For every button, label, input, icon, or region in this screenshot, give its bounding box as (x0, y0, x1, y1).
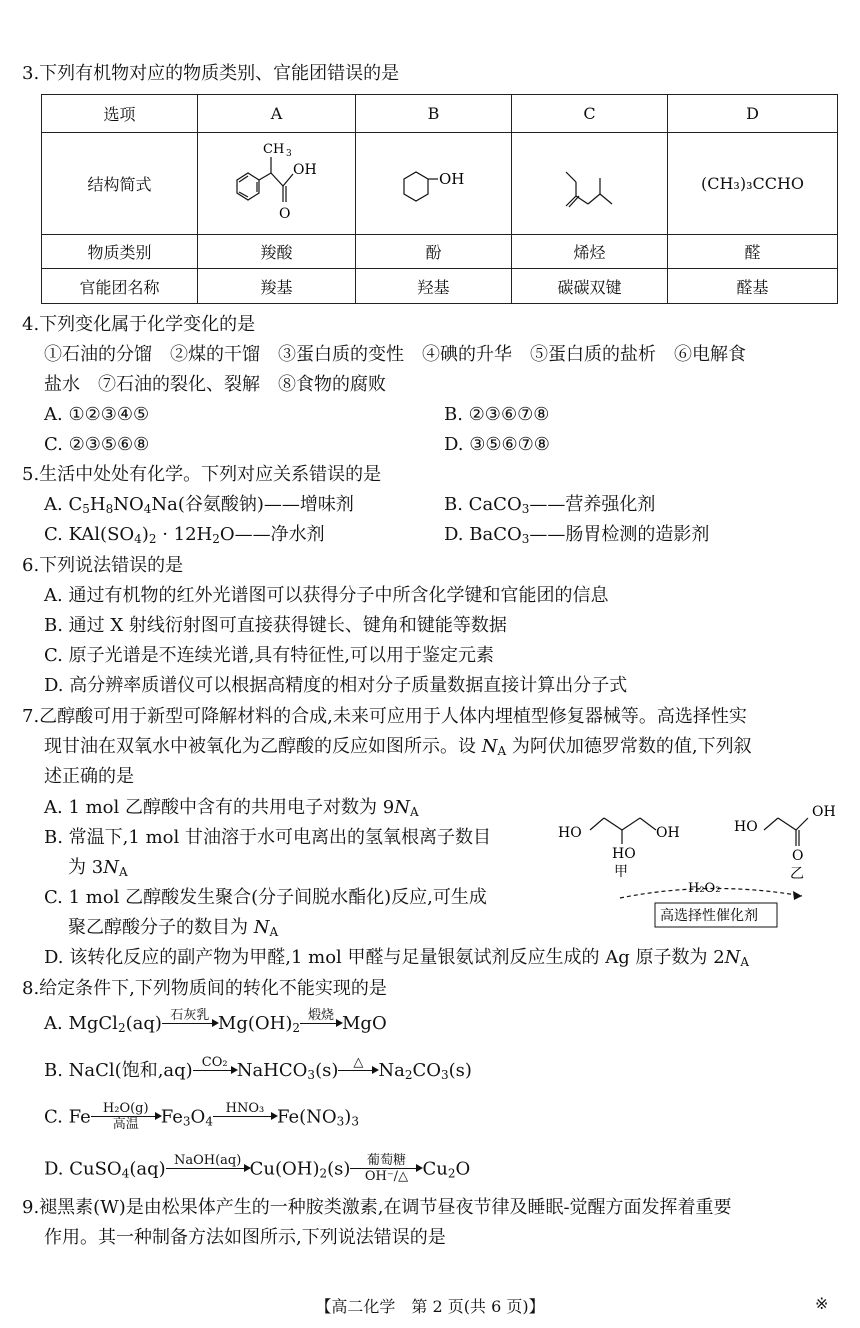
row-label: 物质类别 (42, 235, 198, 269)
structure-d (668, 133, 838, 235)
na-sub: A (269, 925, 279, 939)
page-mark: ※ (815, 1294, 829, 1313)
na-symbol: N (103, 857, 119, 878)
row-label: 官能团名称 (42, 269, 198, 304)
table-header: D (668, 95, 838, 133)
q7-stem: 7.乙醇酸可用于新型可降解材料的合成,未来可应用于人体内埋植型修复器械等。高选择性实 (22, 706, 747, 727)
reaction-arrow (166, 1154, 250, 1169)
table-row (42, 235, 838, 269)
q7-a-text: A. 1 mol 乙醇酸中含有的共用电子对数为 9 (44, 797, 395, 818)
reaction-arrow (91, 1102, 161, 1133)
option-a (44, 796, 419, 824)
q5-b-text: ——营养强化剂 (529, 494, 656, 515)
option-a: A. $C_5H_8NO_4Na$(谷氨酸钠)——增味剂 (44, 494, 354, 516)
table-cell: 醛 (668, 235, 838, 269)
na-symbol: N (394, 797, 410, 818)
option-b: B. 常温下,1 mol 甘油溶于水可电离出的氢氧根离子数目 (44, 827, 491, 848)
q4-items: 盐水 ⑦石油的裂化、裂解 ⑧食物的腐败 (44, 374, 386, 395)
q4-stem: 4.下列变化属于化学变化的是 (22, 314, 256, 335)
struct-label: CH (262, 141, 284, 157)
fig-label: OH (812, 804, 836, 820)
option-c: C. Fe H₂O(g) 高温 $Fe_3O_4$ HNO₃ $Fe(NO_3)_3$ (44, 1101, 359, 1132)
option-d: D. CuSO$_4$(aq) NaOH(aq) $Cu(OH)_2(s)$ 葡萄糖 OH⁻/△ $Cu_2O$ (44, 1153, 471, 1184)
fig-label: OH (656, 825, 680, 841)
arrow-condition: CO₂ (201, 1054, 228, 1070)
q7-stem: 述正确的是 (44, 766, 134, 787)
na-symbol: N (481, 736, 498, 757)
table-row (42, 133, 838, 235)
q9-stem: 9.褪黑素(W)是由松果体产生的一种胺类激素,在调节昼夜节律及睡眠-觉醒方面发挥着重要 (22, 1197, 732, 1218)
arrow-condition: 高温 (112, 1117, 139, 1132)
structure-b-image (364, 134, 504, 230)
table-cell: 醛基 (668, 269, 838, 304)
fig-label: H₂O₂ (688, 881, 721, 896)
q5-a-text: (谷氨酸钠)——增味剂 (177, 494, 354, 515)
q9-stem: 作用。其一种制备方法如图所示,下列说法错误的是 (44, 1227, 446, 1248)
arrow-condition: 煅烧 (307, 1007, 334, 1023)
option-c: C. ②③⑤⑥⑧ (44, 434, 150, 455)
struct-label: OH (438, 169, 464, 188)
q7-d-text: D. 该转化反应的副产物为甲醛,1 mol 甲醛与足量银氨试剂反应生成的 Ag 原子数为 2 (44, 947, 725, 968)
table-header: A (198, 95, 356, 133)
option-b: B. 通过 X 射线衍射图可直接获得键长、键角和键能等数据 (44, 615, 507, 636)
q7-stem (44, 735, 752, 763)
q7-reaction-figure (550, 788, 845, 938)
option-d: D. ③⑤⑥⑦⑧ (444, 434, 550, 455)
fig-label: 乙 (790, 866, 804, 882)
option-d (44, 946, 749, 974)
arrow-condition: △ (353, 1054, 364, 1070)
reaction-arrow (213, 1102, 277, 1117)
option-b: B. NaCl(饱和,aq) CO₂ NaHCO$_3$(s) △ $Na_2CO_3(s)$ (44, 1054, 472, 1082)
structure-a (198, 133, 356, 235)
q6-stem: 6.下列说法错误的是 (22, 555, 184, 576)
struct-label: O (278, 205, 290, 222)
q8-stem: 8.给定条件下,下列物质间的转化不能实现的是 (22, 978, 387, 999)
na-sub: A (409, 805, 419, 819)
na-sub: A (118, 865, 128, 879)
option-a: A. ①②③④⑤ (44, 404, 150, 425)
struct-label: OH (292, 161, 317, 178)
struct-label: (CH₃)₃CCHO (700, 174, 805, 193)
table-cell: 碳碳双键 (512, 269, 668, 304)
reaction-arrow (300, 1009, 342, 1024)
option-c-cont (68, 916, 278, 944)
table-cell: 酚 (356, 235, 512, 269)
na-symbol: N (724, 947, 741, 968)
q7-c-text: 聚乙醇酸分子的数目为 (68, 917, 254, 938)
table-header: 选项 (42, 95, 198, 133)
option-b: B. ②③⑥⑦⑧ (444, 404, 550, 425)
table-cell: 羟基 (356, 269, 512, 304)
arrow-condition: OH⁻/△ (364, 1169, 409, 1184)
structure-c-image (520, 134, 660, 230)
q5-d-text: ——肠胃检测的造影剂 (529, 524, 710, 545)
arrow-condition: NaOH(aq) (173, 1153, 242, 1168)
structure-a-image (207, 134, 347, 230)
q7-text: 现甘油在双氧水中被氧化为乙醇酸的反应如图所示。设 (44, 736, 482, 757)
table-row (42, 269, 838, 304)
option-a: A. MgCl$_2$(aq) 石灰乳 $Mg(OH)_2$ 煅烧 MgO (44, 1007, 387, 1035)
option-a: A. 通过有机物的红外光谱图可以获得分子中所含化学键和官能团的信息 (44, 585, 609, 606)
fig-label: O (792, 848, 804, 864)
q7-b-text: 为 3 (68, 857, 104, 878)
q3-table (41, 94, 838, 304)
option-c: C. 1 mol 乙醇酸发生聚合(分子间脱水酯化)反应,可生成 (44, 887, 487, 908)
option-d: D. 高分辨率质谱仪可以根据高精度的相对分子质量数据直接计算出分子式 (44, 675, 628, 696)
reaction-arrow (338, 1056, 378, 1071)
q3-stem: 3.下列有机物对应的物质类别、官能团错误的是 (22, 63, 400, 84)
option-b-cont (68, 856, 128, 884)
na-sub: A (497, 744, 507, 758)
table-cell: 烯烃 (512, 235, 668, 269)
na-symbol: N (253, 917, 270, 938)
arrow-condition: H₂O(g) (102, 1101, 149, 1116)
option-d: D. BaCO$_3$——肠胃检测的造影剂 (444, 524, 710, 546)
structure-b (356, 133, 512, 235)
structure-c (512, 133, 668, 235)
struct-label: 3 (285, 148, 292, 159)
q7-text: 为阿伏加德罗常数的值,下列叙 (506, 736, 752, 757)
table-cell: 羧酸 (198, 235, 356, 269)
table-cell: 羧基 (198, 269, 356, 304)
reaction-arrow (350, 1154, 422, 1185)
arrow-condition: 葡萄糖 (366, 1153, 406, 1168)
q4-items: ①石油的分馏 ②煤的干馏 ③蛋白质的变性 ④碘的升华 ⑤蛋白质的盐析 ⑥电解食 (44, 344, 746, 365)
fig-label: HO (612, 846, 636, 862)
row-label: 结构简式 (42, 133, 198, 235)
fig-label: HO (558, 825, 582, 841)
reaction-arrow (162, 1009, 218, 1024)
reaction-arrow (193, 1056, 237, 1071)
option-c: C. $KAl(SO_4)_2$ · $12H_2O——$净水剂 (44, 524, 325, 546)
arrow-condition: HNO₃ (225, 1101, 265, 1116)
page-footer: 【高二化学 第 2 页(共 6 页)】 (315, 1297, 545, 1316)
fig-label: HO (734, 819, 758, 835)
option-c: C. 原子光谱是不连续光谱,具有特征性,可以用于鉴定元素 (44, 645, 495, 666)
table-header: C (512, 95, 668, 133)
q5-stem: 5.生活中处处有化学。下列对应关系错误的是 (22, 464, 382, 485)
option-b: B. CaCO$_3$——营养强化剂 (444, 494, 656, 516)
arrow-condition: 石灰乳 (170, 1007, 210, 1023)
catalyst-label: 高选择性催化剂 (660, 908, 758, 924)
fig-label: 甲 (614, 864, 628, 880)
na-sub: A (740, 955, 750, 969)
q5-c-text: ——净水剂 (234, 524, 325, 545)
table-row (42, 95, 838, 133)
table-header: B (356, 95, 512, 133)
